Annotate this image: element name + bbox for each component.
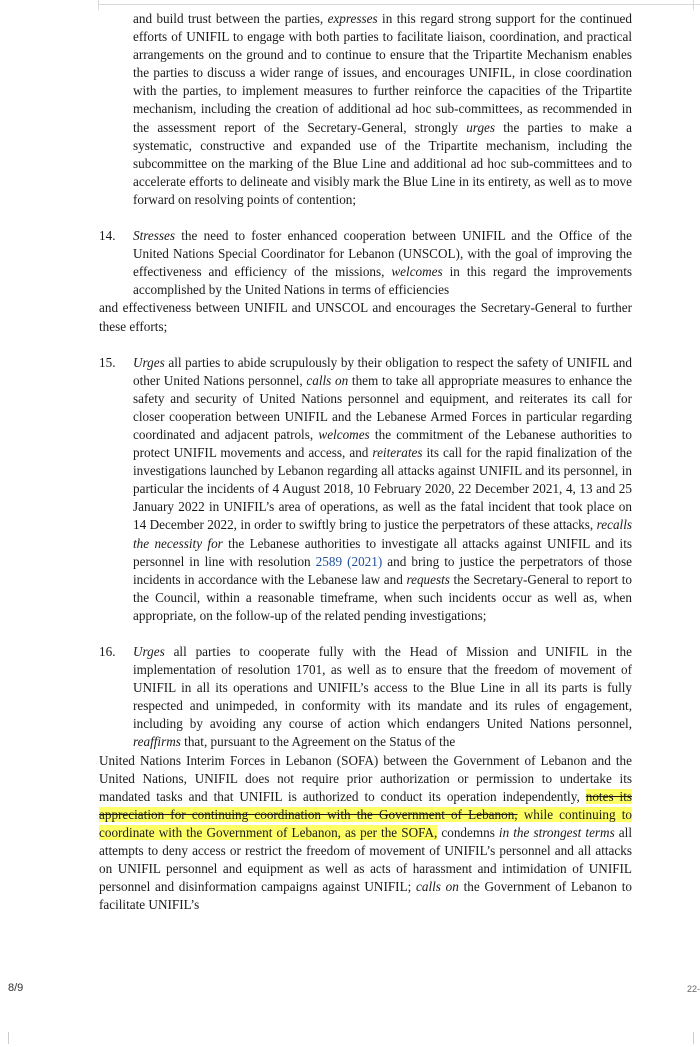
paragraph-continuation: and build trust between the parties, expresses in this regard strong support for the continued efforts of UNIFIL to engage with both parties to facilitate liaison, coordination, and practical arrangements on the ground and to continue to ensure that the Tripartite Mechanism enables the parties to discuss a wider range of issues, and encourages UNIFIL, in close coordination with the parties, to implement measures to further reinforce the capacities of the Tripartite mechanism, including the creation of additional ad hoc sub-committees, as recommended in the assessment report of the Secretary-General, strongly urges the parties to make a systematic, constructive and expanded use of the Tripartite mechanism, including the subcommittee on the marking of the Blue Line and additional ad hoc sub-committees and to accelerate efforts to delineate and visibly mark the Blue Line in its entirety, as well as to move forward on resolving points of contention; [133, 11, 633, 207]
paragraph-16: 16. Urges all parties to cooperate fully with the Head of Mission and UNIFIL in the implementation of resolution 1701, as well as to ensure that the freedom of movement of UNIFIL in all its operations and UNIFIL’s access to the Blue Line in all its parts is fully respected and unimpeded, in conformity with its mandate and its rules of engagement, including by avoiding any course of action which endangers United Nations personnel, reaffirms that, pursuant to the Agreement on the Status of the United Nations Interim Forces in Lebanon (SOFA) between the Government of Lebanon and the United Nations, UNIFIL does not require prior authorization or permission to undertake its mandated tasks and that UNIFIL is authorized to conduct its operation independently, notes its appreciation for continuing coordination with the Government of Lebanon, while continuing to coordinate with the Government of Lebanon, as per the SOFA, condemns in the strongest terms all attempts to deny access or restrict the freedom of movement of UNIFIL’s personnel and all attacks on UNIFIL personnel and equipment as well as acts of harassment and intimidation of UNIFIL personnel and disinformation campaigns against UNIFIL; calls on the Government of Lebanon to facilitate UNIFIL’s [99, 643, 632, 914]
paragraph-number: 15. [99, 354, 116, 370]
document-code: 22- [686, 984, 700, 994]
page-left-edge [98, 0, 99, 10]
page-right-edge [693, 0, 694, 10]
page-number: 8/9 [8, 982, 24, 994]
paragraph-number: 14. [99, 228, 116, 244]
tracked-insertion: while continuing to coordinate with the Government of Lebanon, as per the SOFA, [99, 806, 632, 840]
resolution-link[interactable]: 2589 (2021) [315, 553, 383, 569]
page-top-border [98, 0, 700, 5]
paragraph-15: 15. Urges all parties to abide scrupulously by their obligation to respect the safety of UNIFIL and other United Nations personnel, calls on them to take all appropriate measures to enhance the safety and security of United Nations personnel and equipment, and reiterates its call for closer cooperation between UNIFIL and the Lebanese Armed Forces in particular regarding coordinated and adjacent patrols, welcomes the commitment of the Lebanese authorities to protect UNIFIL movements and access, and reiterates its call for the rapid finalization of the investigations launched by Lebanon regarding all attacks against UNIFIL and its personnel, in particular the incidents of 4 August 2018, 10 February 2020, 22 December 2021, 4, 13 and 25 January 2022 in UNIFIL’s area of operations, as well as the fatal incident that took place on 14 December 2022, in order to swiftly bring to justice the perpetrators of these attacks, recalls the necessity for the Lebanese authorities to investigate all attacks against UNIFIL and its personnel in line with resolution 2589 (2021) and bring to justice the perpetrators of those incidents in accordance with the Lebanese law and requests the Secretary-General to report to the Council, within a reasonable timeframe, when such incidents occur as well as, when appropriate, on the follow-up of the related pending investigations; [99, 354, 632, 623]
tracked-deletion: notes its appreciation for continuing coordination with the Government of Lebanon, [99, 788, 633, 822]
paragraph-16-continuation: United Nations Interim Forces in Lebanon (SOFA) between the Government of Lebanon and the United Nations, UNIFIL does not require prior authorization or permission to undertake its mandated tasks and that UNIFIL is authorized to conduct its operation independently, notes its appreciation for continuing coordination with the Government of Lebanon, while continuing to coordinate with the Government of Lebanon, as per the SOFA, condemns in the strongest terms all attempts to deny access or restrict the freedom of movement of UNIFIL’s personnel and all attacks on UNIFIL personnel and equipment as well as acts of harassment and intimidation of UNIFIL personnel and disinformation campaigns against UNIFIL; calls on the Government of Lebanon to facilitate UNIFIL’s [99, 752, 633, 913]
page-bottom-left-edge [8, 1032, 9, 1044]
paragraph-14: 14. Stresses the need to foster enhanced cooperation between UNIFIL and the Office of the United Nations Special Coordinator for Lebanon (UNSCOL), with the goal of improving the effectiveness and efficiency of the missions, welcomes in this regard the improvements accomplished by the United Nations in terms of efficiencies and effectiveness between UNIFIL and UNSCOL and encourages the Secretary-General to further these efforts; [99, 227, 632, 336]
document-page [99, 10, 632, 914]
page-bottom-right-edge [693, 1032, 694, 1044]
paragraph-number: 16. [99, 644, 116, 659]
paragraph-14-continuation: and effectiveness between UNIFIL and UNSCOL and encourages the Secretary-General to further these efforts; [99, 300, 632, 334]
